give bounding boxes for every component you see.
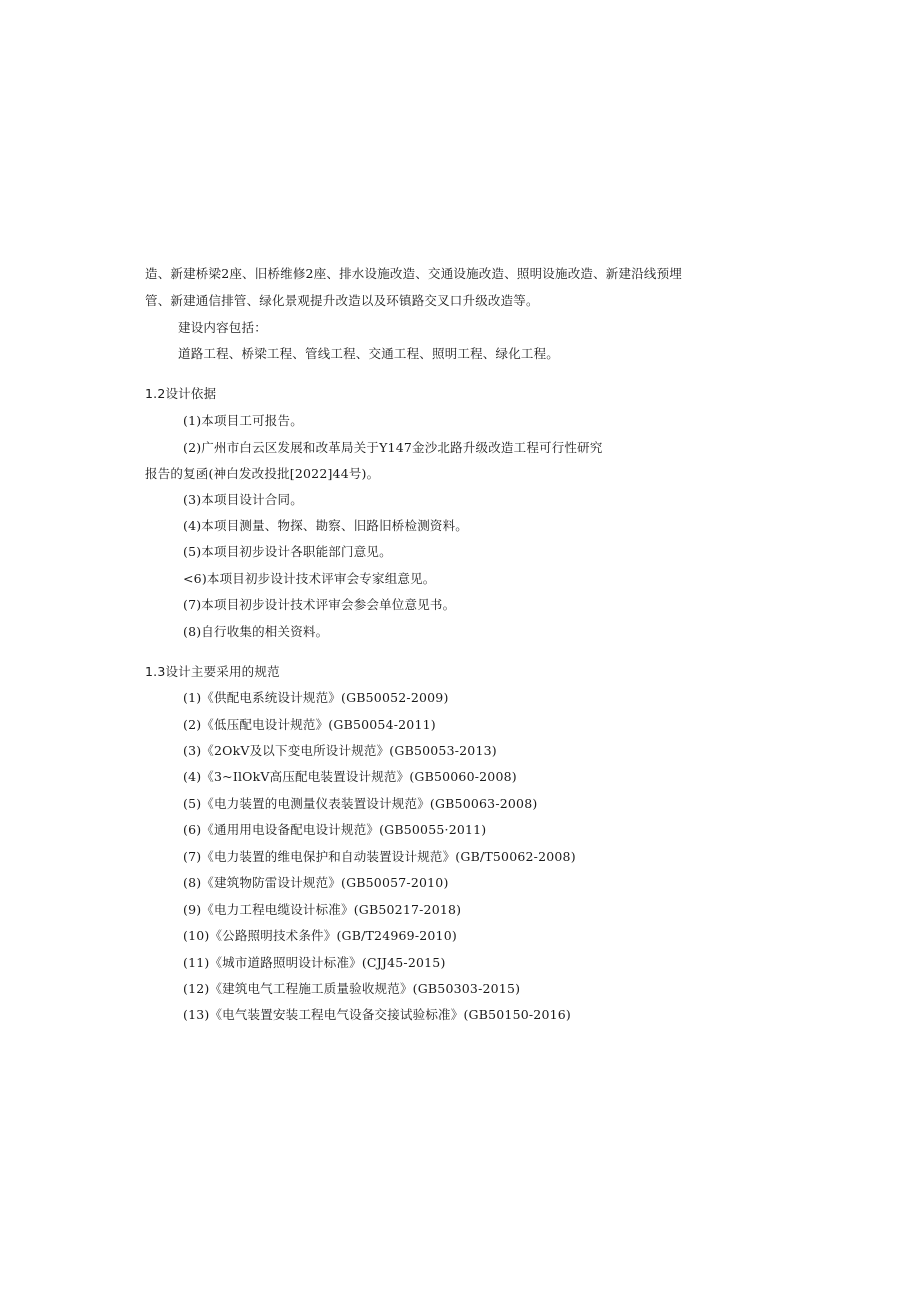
standard-item: (10)《公路照明技术条件》(GB/T24969-2010) bbox=[183, 928, 457, 943]
intro-line-1: 造、新建桥梁2座、旧桥维修2座、排水设施改造、交通设施改造、照明设施改造、新建沿线预埋 bbox=[145, 266, 683, 281]
standard-item: (4)《3~IlOkV高压配电装置设计规范》(GB50060-2008) bbox=[183, 769, 517, 784]
intro-line-2: 管、新建通信排管、绿化景观提升改造以及环镇路交叉口升级改造等。 bbox=[145, 293, 539, 308]
standard-item: (5)《电力装置的电测量仪表装置设计规范》(GB50063-2008) bbox=[183, 796, 538, 811]
basis-item: (2)广州市白云区发展和改革局关于Y147金沙北路升级改造工程可行性研究 bbox=[183, 440, 603, 455]
standard-item: (11)《城市道路照明设计标准》(CJJ45-2015) bbox=[183, 955, 446, 970]
basis-item: <6)本项目初步设计技术评审会专家组意见。 bbox=[183, 571, 436, 586]
contents-text: 道路工程、桥梁工程、管线工程、交通工程、照明工程、绿化工程。 bbox=[178, 346, 560, 361]
standard-item: (3)《2OkV及以下变电所设计规范》(GB50053-2013) bbox=[183, 743, 497, 758]
standard-item: (2)《低压配电设计规范》(GB50054-2011) bbox=[183, 717, 436, 732]
section-1-3-title: 1.3设计主要采用的规范 bbox=[145, 664, 280, 679]
standard-item: (8)《建筑物防雷设计规范》(GB50057-2010) bbox=[183, 875, 449, 890]
basis-item: (3)本项目设计合同。 bbox=[183, 492, 303, 507]
standard-item: (9)《电力工程电缆设计标准》(GB50217-2018) bbox=[183, 902, 462, 917]
basis-item: (4)本项目测量、物探、勘察、旧路旧桥检测资料。 bbox=[183, 518, 469, 533]
standard-item: (12)《建筑电气工程施工质量验收规范》(GB50303-2015) bbox=[183, 981, 521, 996]
basis-item: (1)本项目工可报告。 bbox=[183, 413, 303, 428]
basis-item: (8)自行收集的相关资料。 bbox=[183, 624, 329, 639]
standard-item: (6)《通用用电设备配电设计规范》(GB50055·2011) bbox=[183, 822, 487, 837]
standard-item: (7)《电力装置的维电保护和自动装置设计规范》(GB/T50062-2008) bbox=[183, 849, 576, 864]
contents-heading: 建设内容包括： bbox=[178, 320, 267, 335]
basis-item: (7)本项目初步设计技术评审会参会单位意见书。 bbox=[183, 597, 456, 612]
standard-item: (1)《供配电系统设计规范》(GB50052-2009) bbox=[183, 690, 449, 705]
basis-item: (5)本项目初步设计各职能部门意见。 bbox=[183, 544, 392, 559]
section-1-2-title: 1.2设计依据 bbox=[145, 386, 217, 401]
standard-item: (13)《电气装置安装工程电气设备交接试验标准》(GB50150-2016) bbox=[183, 1007, 571, 1022]
basis-item-continuation: 报告的复函(神白发改投批[2022]44号)。 bbox=[145, 466, 380, 481]
